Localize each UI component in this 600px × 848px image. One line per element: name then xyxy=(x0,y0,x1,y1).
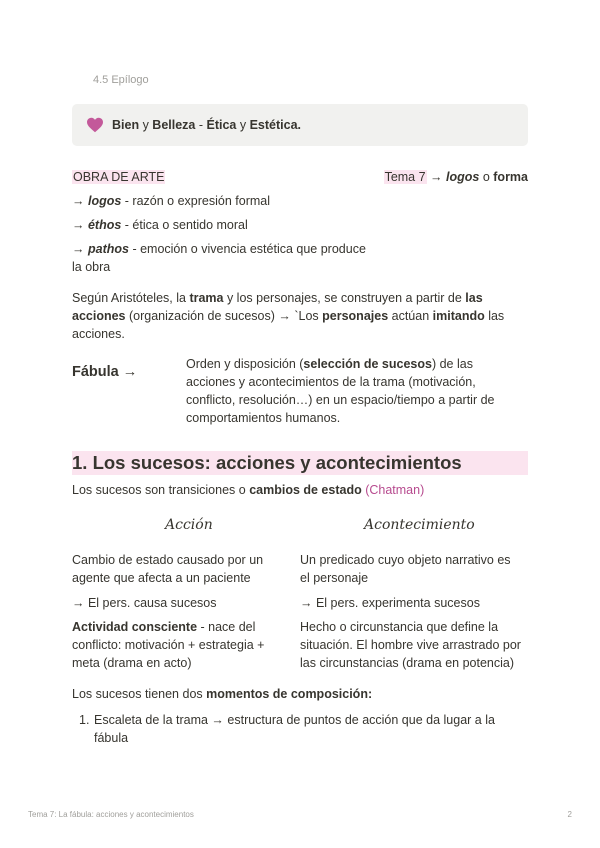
right-p1-b: el personaje xyxy=(300,571,369,585)
left-p3-c: meta (drama en acto) xyxy=(72,656,192,670)
chatman-link[interactable]: (Chatman) xyxy=(361,483,425,497)
list-item-line-2: fábula xyxy=(94,731,129,745)
t: personajes xyxy=(322,309,389,323)
obra-label xyxy=(72,168,165,186)
tema-o: o xyxy=(479,170,494,184)
arrow: → xyxy=(72,218,88,232)
right-p3-b: situación. El hombre vive arrastrado por xyxy=(300,638,521,652)
obra-item-ethos xyxy=(72,216,248,234)
t: trama xyxy=(189,291,224,305)
callout-part: y xyxy=(139,118,153,132)
term: pathos xyxy=(87,242,129,256)
t: (organización de sucesos) → `Los xyxy=(125,309,323,323)
list-number: 1. xyxy=(79,713,90,727)
tema-forma: forma xyxy=(493,170,528,184)
arrow: → xyxy=(72,194,88,208)
callout xyxy=(72,104,528,146)
accion-title: Acción xyxy=(165,517,213,533)
t: Orden y disposición ( xyxy=(186,357,304,371)
fabula-label: Fábula → xyxy=(72,364,138,380)
obra-item-pathos xyxy=(72,240,366,258)
t: ) de las xyxy=(431,357,473,371)
t: Según Aristóteles, la xyxy=(72,291,190,305)
desc: - razón o expresión formal xyxy=(121,194,271,208)
term: logos xyxy=(87,194,122,208)
obra-item-logos xyxy=(72,192,270,210)
left-p2: → El pers. causa sucesos xyxy=(72,596,217,610)
t: - nace del xyxy=(197,620,256,634)
t: las xyxy=(484,309,505,323)
t: cambios de estado xyxy=(249,483,362,497)
tema-arrow: → xyxy=(426,170,447,184)
t: imitando xyxy=(432,309,485,323)
left-p3-b: conflicto: motivación + estrategia + xyxy=(72,638,265,652)
desc: - emoción o vivencia estética que produce xyxy=(128,242,366,256)
callout-text xyxy=(112,118,301,132)
callout-part: Belleza xyxy=(152,118,196,132)
fabula-line-2: acciones y acontecimientos de la trama (motivación, xyxy=(186,375,476,389)
callout-part: Estética. xyxy=(249,118,302,132)
t: las xyxy=(465,291,483,305)
arrow: → xyxy=(72,242,88,256)
aristoteles-line-2 xyxy=(72,307,504,325)
tema-logos: logos xyxy=(446,170,480,184)
right-p3-a: Hecho o circunstancia que define la xyxy=(300,620,499,634)
section-heading: 1. Los sucesos: acciones y acontecimientos xyxy=(72,451,528,475)
obra-label-text: OBRA DE ARTE xyxy=(73,170,165,184)
aristoteles-line-3: acciones. xyxy=(72,327,125,341)
t: Los sucesos tienen dos xyxy=(72,687,207,701)
t: acciones xyxy=(72,309,126,323)
left-p1-b: agente que afecta a un paciente xyxy=(72,571,251,585)
tema-note xyxy=(384,168,528,186)
page-number: 2 xyxy=(567,810,572,819)
momentos-line xyxy=(72,685,372,703)
callout-part: - xyxy=(195,118,207,132)
desc: - ética o sentido moral xyxy=(121,218,248,232)
t: Los sucesos son transiciones o xyxy=(72,483,250,497)
t: actúan xyxy=(388,309,433,323)
breadcrumb[interactable]: 4.5 Epílogo xyxy=(93,74,149,86)
fabula-line-3: conflicto, resolución…) en un espacio/tiempo a partir de xyxy=(186,393,495,407)
aristoteles-line-1 xyxy=(72,289,483,307)
right-p2: → El pers. experimenta sucesos xyxy=(300,596,480,610)
list-item-line-1: Escaleta de la trama → estructura de puntos de acción que da lugar a la xyxy=(94,713,495,727)
obra-item-pathos-cont: la obra xyxy=(72,260,111,274)
t: momentos de composición: xyxy=(206,687,373,701)
right-p1-a: Un predicado cuyo objeto narrativo es xyxy=(300,553,511,567)
heart-icon xyxy=(86,117,104,133)
left-p3-a xyxy=(72,618,255,636)
fabula-line-4: comportamientos humanos. xyxy=(186,411,341,425)
t: Actividad consciente xyxy=(72,620,198,634)
callout-part: Bien xyxy=(112,118,140,132)
tema-prefix: Tema 7 xyxy=(384,170,426,184)
callout-part: y xyxy=(236,118,250,132)
footer-title: Tema 7: La fábula: acciones y acontecimientos xyxy=(28,810,194,819)
sucesos-line xyxy=(72,481,424,499)
left-p1-a: Cambio de estado causado por un xyxy=(72,553,264,567)
t: y los personajes, se construyen a partir de xyxy=(223,291,466,305)
acontecimiento-title: Acontecimiento xyxy=(364,517,475,533)
right-p3-c: las circunstancias (drama en potencia) xyxy=(300,656,514,670)
fabula-line-1 xyxy=(186,355,473,373)
t: selección de sucesos xyxy=(303,357,432,371)
callout-part: Ética xyxy=(206,118,237,132)
term: éthos xyxy=(87,218,122,232)
